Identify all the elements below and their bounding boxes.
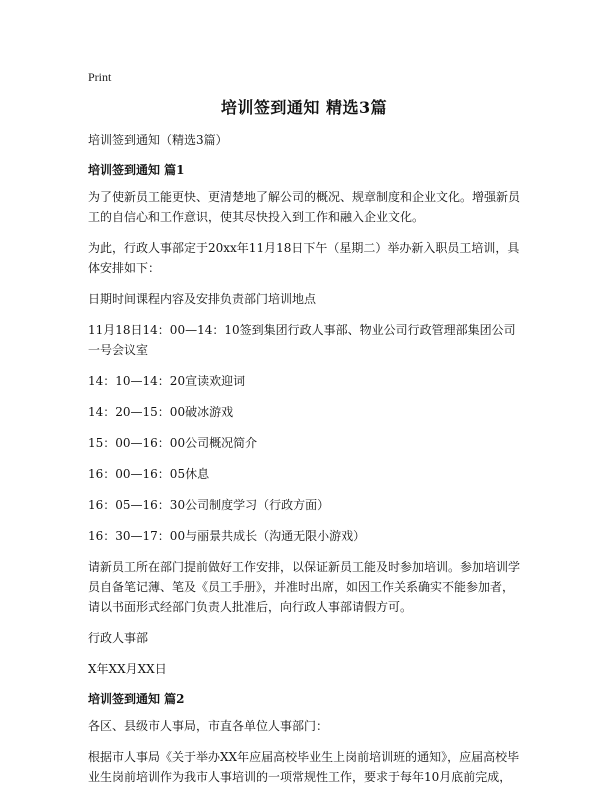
paragraph: 11月18日14：00—14：10签到集团行政人事部、物业公司行政管理部集团公司一号会议室 <box>88 323 516 357</box>
paragraph: 为此，行政人事部定于20xx年11月18日下午（星期二）举办新入职员工培训，具体安排如下： <box>88 241 520 275</box>
print-label[interactable]: Print <box>88 70 112 84</box>
paragraph: 为了使新员工能更快、更清楚地了解公司的概况、规章制度和企业文化。增强新员工的自信心和工作意识，使其尽快投入到工作和融入企业文化。 <box>88 190 521 224</box>
section-heading: 培训签到通知 篇1 <box>88 163 185 177</box>
section-2 <box>88 690 520 787</box>
section-heading: 培训签到通知 篇2 <box>88 692 185 706</box>
signature-department: 行政人事部 <box>88 631 149 645</box>
paragraph: 16：05—16：30公司制度学习（行政方面） <box>88 498 330 512</box>
paragraph: 14：20—15：00破冰游戏 <box>88 405 234 419</box>
paragraph: 15：00—16：00公司概况简介 <box>88 436 258 450</box>
paragraph: 根据市人事局《关于举办XX年应届高校毕业生上岗前培训班的通知》，应届高校毕业生岗前培训作为我市人事培训的一项常规性工作，要求于每年10月底前完成， <box>88 750 520 784</box>
document-page <box>88 70 520 798</box>
paragraph: 各区、县级市人事局，市直各单位人事部门： <box>88 719 329 733</box>
section-1 <box>88 161 520 679</box>
paragraph: 16：30—17：00与丽景共成长（沟通无限小游戏） <box>88 529 366 543</box>
document-title: 培训签到通知 精选3篇 <box>220 98 388 117</box>
paragraph: 日期时间课程内容及安排负责部门培训地点 <box>88 292 317 306</box>
signature-date: X年XX月XX日 <box>88 662 167 676</box>
paragraph: 请新员工所在部门提前做好工作安排，以保证新员工能及时参加培训。参加培训学员自备笔记薄、笔及《员工手册》，并准时出席，如因工作关系确实不能参加者，请以书面形式经部门负责人批准后，向行政人事部请假方可。 <box>88 560 521 614</box>
document-subtitle: 培训签到通知（精选3篇） <box>88 133 228 147</box>
paragraph: 14：10—14：20宣读欢迎词 <box>88 374 246 388</box>
paragraph: 16：00—16：05休息 <box>88 467 210 481</box>
